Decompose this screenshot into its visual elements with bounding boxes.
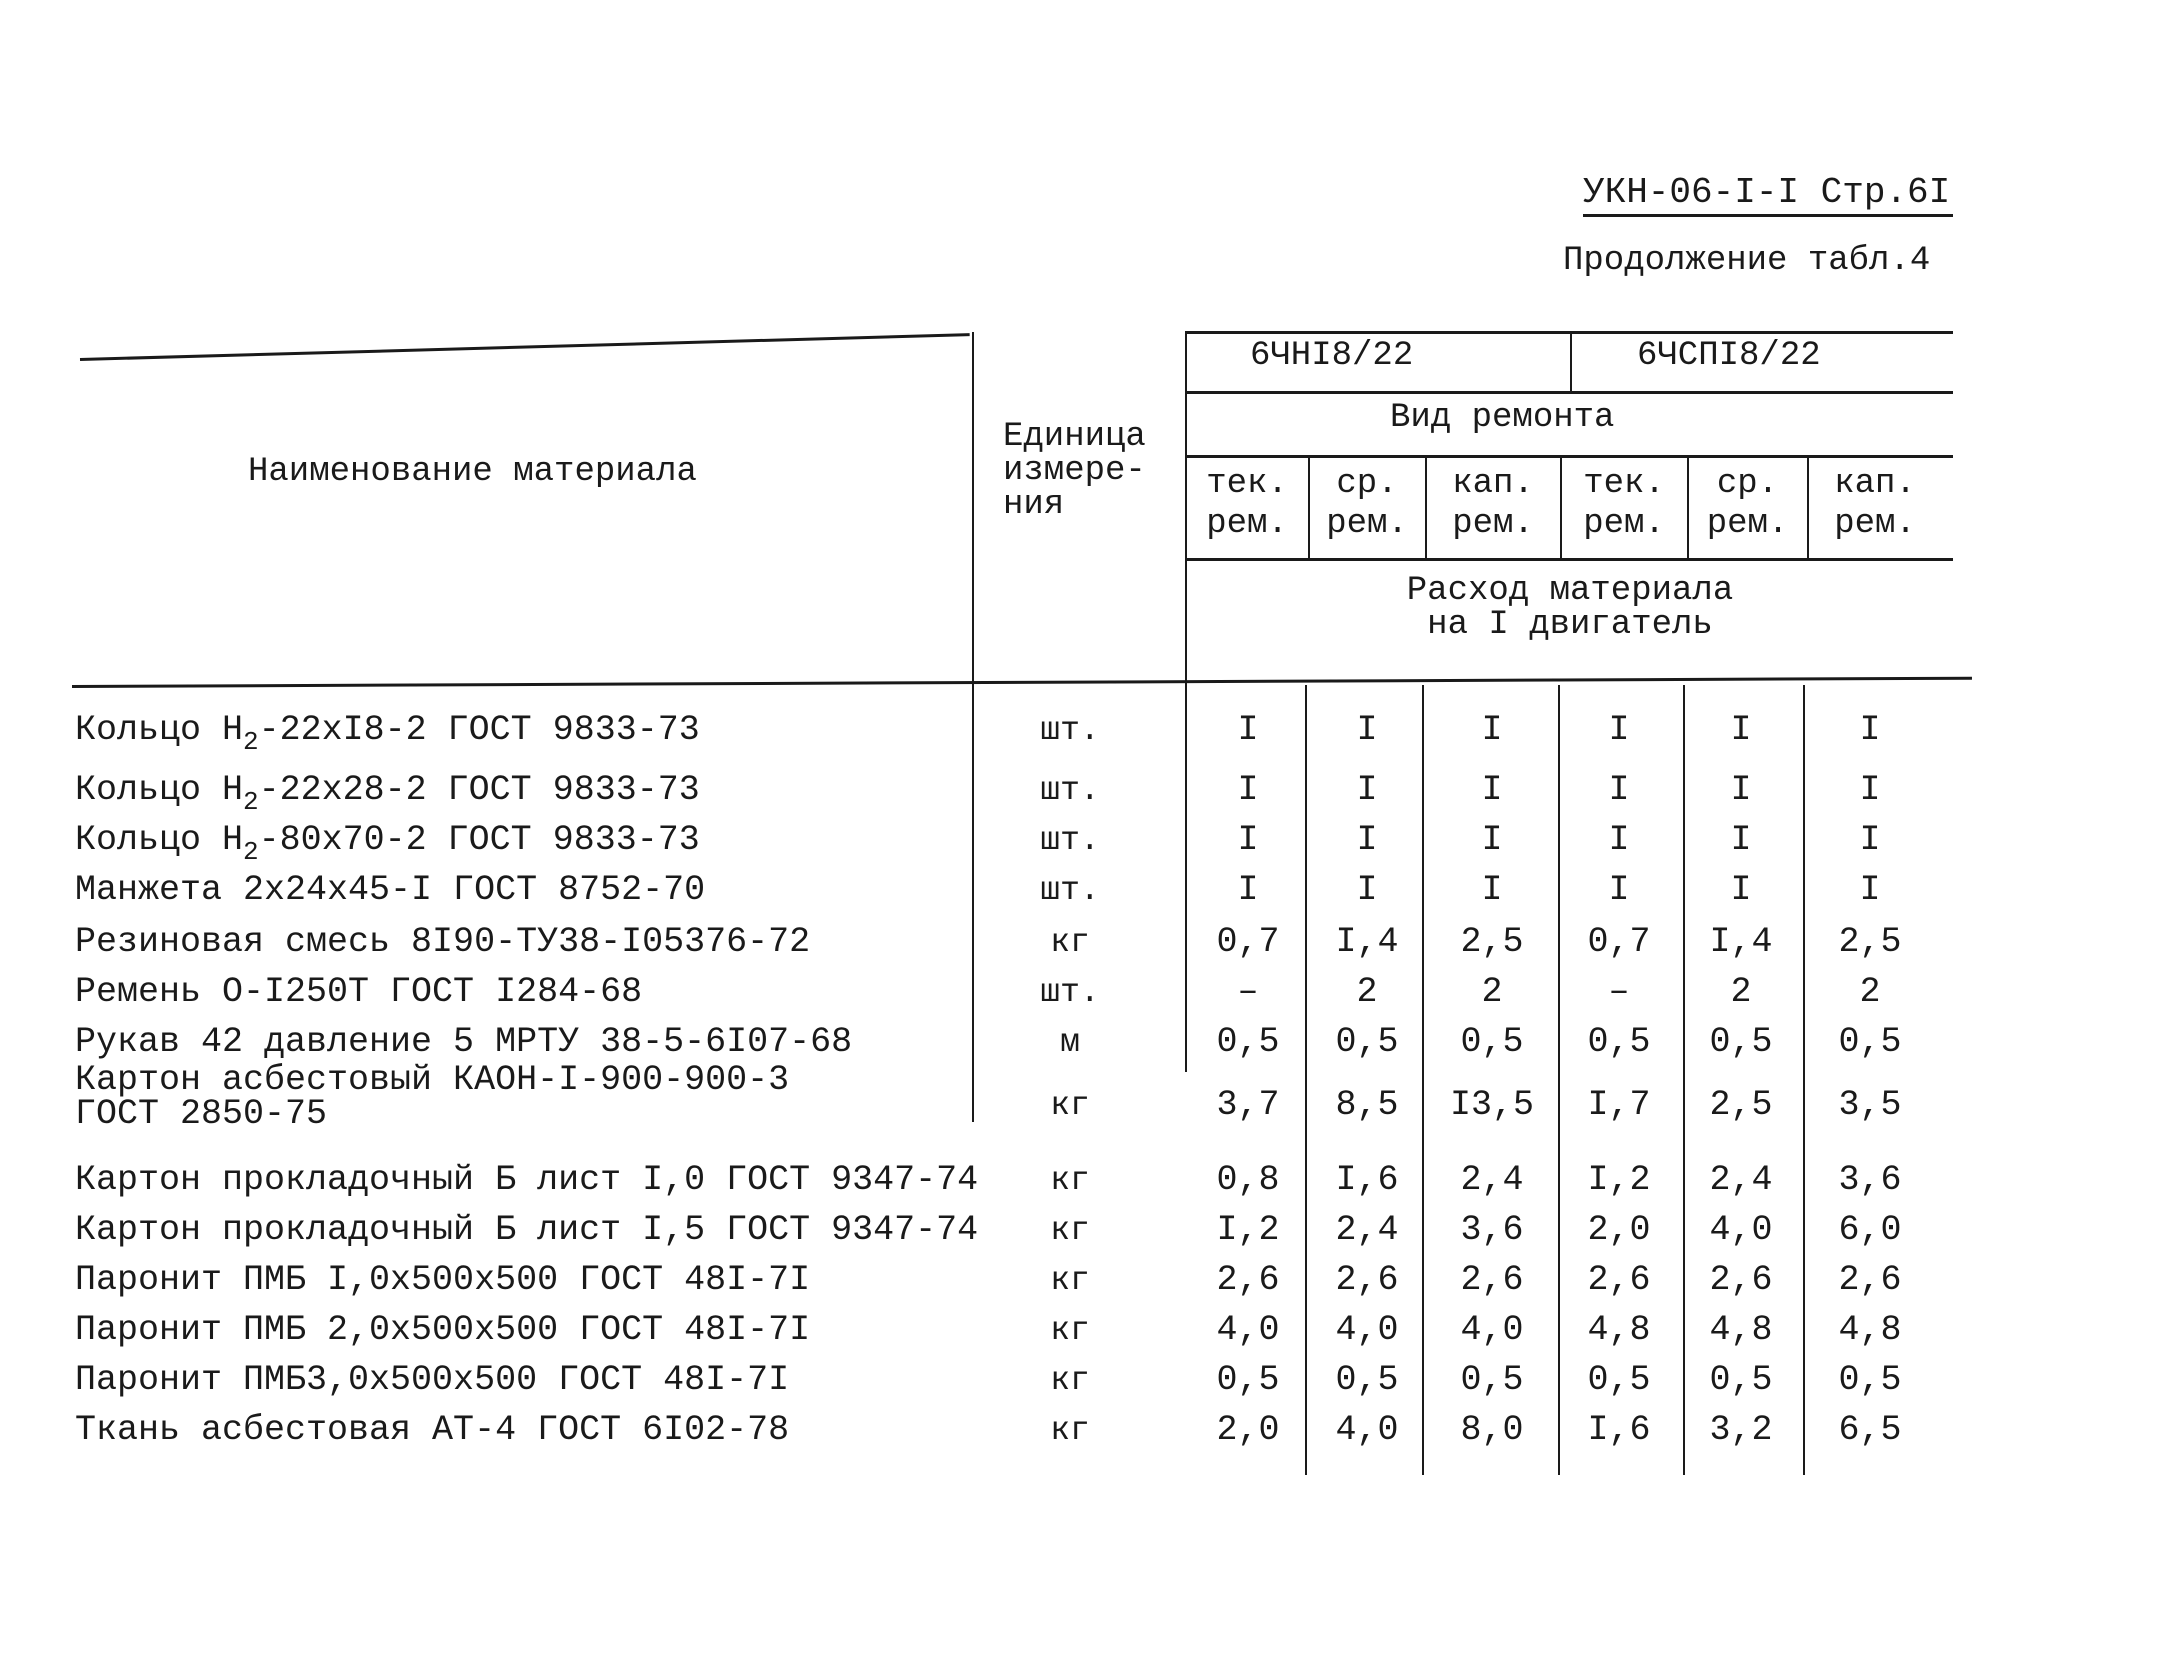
- value-cell: 2: [1481, 972, 1503, 1012]
- unit-cell: кг: [1050, 1262, 1090, 1299]
- value-cell: 3,5: [1838, 1085, 1902, 1125]
- table-top-rule-left: [80, 333, 970, 361]
- value-cell: I3,5: [1449, 1085, 1534, 1125]
- value-cell: 3,6: [1838, 1160, 1902, 1200]
- material-name-cell: Кольцо $Н_2-22хI8-2$ ГОСТ 9833-73: [75, 710, 700, 757]
- value-cell: 4,0: [1216, 1310, 1280, 1350]
- value-cell: I: [1237, 820, 1259, 860]
- value-cell: 2,4: [1335, 1210, 1399, 1250]
- material-name-cell: Ремень О-I250Т ГОСТ I284-68: [75, 972, 643, 1012]
- unit-cell: кг: [1050, 1412, 1090, 1449]
- value-cell: 2,4: [1460, 1160, 1524, 1200]
- consumption-header: Расход материала на I двигатель: [1406, 572, 1734, 644]
- value-cell: 2: [1356, 972, 1378, 1012]
- value-cell: 2,5: [1709, 1085, 1773, 1125]
- value-cell: 0,5: [1460, 1022, 1524, 1062]
- value-cell: 0,7: [1216, 922, 1280, 962]
- value-cell: 2,5: [1460, 922, 1524, 962]
- material-name-cell: Картон асбестовый КАОН-I-900-900-3 ГОСТ 2850-75: [75, 1060, 790, 1134]
- data-col-divider-4: [1683, 685, 1685, 1475]
- value-cell: 3,2: [1709, 1410, 1773, 1450]
- unit-cell: шт.: [1040, 822, 1100, 859]
- value-cell: 2,6: [1216, 1260, 1280, 1300]
- unit-cell: кг: [1050, 1162, 1090, 1199]
- col-header-5: ср. рем.: [1706, 465, 1789, 543]
- table-continuation-label: Продолжение табл.4: [1563, 242, 1931, 280]
- value-cell: I: [1730, 870, 1752, 910]
- value-cell: I: [1608, 870, 1630, 910]
- value-cell: 6,5: [1838, 1410, 1902, 1450]
- material-name-cell: Кольцо $Н_2-22х28-2$ ГОСТ 9833-73: [75, 770, 700, 817]
- value-cell: 0,5: [1587, 1022, 1651, 1062]
- value-cell: I: [1481, 710, 1503, 750]
- value-cell: 0,5: [1709, 1360, 1773, 1400]
- material-name-cell: Кольцо $Н_2-80х70-2$ ГОСТ 9833-73: [75, 820, 700, 867]
- value-cell: 4,8: [1709, 1310, 1773, 1350]
- value-cell: 0,5: [1216, 1022, 1280, 1062]
- value-cell: I: [1481, 770, 1503, 810]
- value-cell: I,6: [1335, 1160, 1399, 1200]
- value-cell: I,2: [1587, 1160, 1651, 1200]
- value-cell: I: [1730, 710, 1752, 750]
- value-cell: I: [1356, 870, 1378, 910]
- value-cell: I: [1608, 820, 1630, 860]
- engine-1-header: 6ЧНI8/22: [1250, 337, 1414, 375]
- value-cell: I,7: [1587, 1085, 1651, 1125]
- col-header-6: кап. рем.: [1834, 465, 1916, 543]
- material-name-cell: Рукав 42 давление 5 МРТУ 38-5-6I07-68: [75, 1022, 853, 1062]
- unit-cell: кг: [1050, 1087, 1090, 1124]
- unit-cell: кг: [1050, 1362, 1090, 1399]
- value-cell: I: [1608, 710, 1630, 750]
- material-name-cell: Паронит ПМБ 2,0х500х500 ГОСТ 48I-7I: [75, 1310, 811, 1350]
- value-cell: 6,0: [1838, 1210, 1902, 1250]
- value-cell: 0,5: [1587, 1360, 1651, 1400]
- value-cell: I: [1237, 770, 1259, 810]
- value-cell: I: [1859, 710, 1881, 750]
- value-cell: I: [1356, 770, 1378, 810]
- col-header-3: кап. рем.: [1452, 465, 1534, 543]
- unit-cell: кг: [1050, 1312, 1090, 1349]
- material-name-cell: Манжета 2х24х45-I ГОСТ 8752-70: [75, 870, 706, 910]
- unit-cell: кг: [1050, 1212, 1090, 1249]
- unit-cell: шт.: [1040, 772, 1100, 809]
- engine-2-header: 6ЧСПI8/22: [1637, 337, 1821, 375]
- unit-cell: м: [1060, 1024, 1080, 1061]
- unit-cell: шт.: [1040, 974, 1100, 1011]
- value-cell: 0,8: [1216, 1160, 1280, 1200]
- unit-cell: шт.: [1040, 872, 1100, 909]
- data-col-divider-1: [1305, 685, 1307, 1475]
- value-cell: 0,5: [1838, 1022, 1902, 1062]
- material-name-cell: Картон прокладочный Б лист I,0 ГОСТ 9347-74: [75, 1160, 979, 1200]
- value-cell: –: [1608, 972, 1630, 1012]
- value-cell: 4,8: [1838, 1310, 1902, 1350]
- value-cell: 2,4: [1709, 1160, 1773, 1200]
- value-cell: 0,5: [1216, 1360, 1280, 1400]
- col-header-1: тек. рем.: [1206, 465, 1288, 543]
- unit-values-divider: [1185, 332, 1187, 1072]
- value-cell: I,2: [1216, 1210, 1280, 1250]
- value-cell: I: [1356, 820, 1378, 860]
- value-cell: I: [1608, 770, 1630, 810]
- name-unit-divider: [972, 332, 974, 1122]
- value-cell: 4,8: [1587, 1310, 1651, 1350]
- value-cell: 2,6: [1460, 1260, 1524, 1300]
- header-bottom-rule: [72, 677, 1972, 688]
- value-cell: 0,5: [1460, 1360, 1524, 1400]
- unit-header: Единица измере- ния: [1003, 418, 1146, 524]
- document-code-underline: [1583, 214, 1953, 217]
- value-cell: I,4: [1335, 922, 1399, 962]
- value-cell: 0,5: [1838, 1360, 1902, 1400]
- data-col-divider-5: [1803, 685, 1805, 1475]
- engine-divider: [1570, 332, 1572, 394]
- value-cell: 2,6: [1838, 1260, 1902, 1300]
- value-cell: 0,5: [1335, 1022, 1399, 1062]
- table-top-rule-right: [1185, 331, 1953, 334]
- value-cell: I: [1356, 710, 1378, 750]
- value-cell: 8,0: [1460, 1410, 1524, 1450]
- repair-type-rule: [1185, 455, 1953, 458]
- value-cell: I: [1859, 770, 1881, 810]
- value-cell: 0,5: [1335, 1360, 1399, 1400]
- material-name-cell: Паронит ПМБ I,0х500х500 ГОСТ 48I-7I: [75, 1260, 811, 1300]
- material-name-cell: Ткань асбестовая АТ-4 ГОСТ 6I02-78: [75, 1410, 790, 1450]
- unit-cell: шт.: [1040, 712, 1100, 749]
- value-cell: 3,6: [1460, 1210, 1524, 1250]
- value-cell: 2,0: [1216, 1410, 1280, 1450]
- value-cell: 4,0: [1709, 1210, 1773, 1250]
- value-cell: –: [1237, 972, 1259, 1012]
- value-cell: 8,5: [1335, 1085, 1399, 1125]
- engine-header-rule: [1185, 391, 1953, 394]
- unit-cell: кг: [1050, 924, 1090, 961]
- col-header-2: ср. рем.: [1326, 465, 1408, 543]
- value-cell: 2,5: [1838, 922, 1902, 962]
- value-cell: I: [1481, 820, 1503, 860]
- value-cell: I: [1859, 870, 1881, 910]
- value-cell: 3,7: [1216, 1085, 1280, 1125]
- value-cell: 2,6: [1709, 1260, 1773, 1300]
- value-cell: 0,7: [1587, 922, 1651, 962]
- value-cell: 2,6: [1335, 1260, 1399, 1300]
- value-cell: 4,0: [1460, 1310, 1524, 1350]
- value-cell: I: [1237, 710, 1259, 750]
- repair-columns-rule: [1185, 558, 1953, 561]
- material-name-cell: Резиновая смесь 8I90-ТУ38-I05376-72: [75, 922, 811, 962]
- value-cell: I: [1237, 870, 1259, 910]
- value-cell: 2: [1859, 972, 1881, 1012]
- material-name-header: Наименование материала: [248, 453, 697, 491]
- value-cell: 4,0: [1335, 1310, 1399, 1350]
- repair-type-header: Вид ремонта: [1390, 399, 1615, 437]
- value-cell: 2,0: [1587, 1210, 1651, 1250]
- value-cell: I: [1481, 870, 1503, 910]
- value-cell: I,6: [1587, 1410, 1651, 1450]
- document-code: УКН-06-I-I Стр.6I: [1583, 172, 1951, 213]
- value-cell: I,4: [1709, 922, 1773, 962]
- material-name-cell: Картон прокладочный Б лист I,5 ГОСТ 9347-74: [75, 1210, 979, 1250]
- data-col-divider-2: [1422, 685, 1424, 1475]
- value-cell: I: [1730, 770, 1752, 810]
- value-cell: 4,0: [1335, 1410, 1399, 1450]
- data-col-divider-3: [1558, 685, 1560, 1475]
- value-cell: 0,5: [1709, 1022, 1773, 1062]
- value-cell: I: [1730, 820, 1752, 860]
- col-header-4: тек. рем.: [1583, 465, 1665, 543]
- material-name-cell: Паронит ПМБ3,0х500х500 ГОСТ 48I-7I: [75, 1360, 790, 1400]
- value-cell: I: [1859, 820, 1881, 860]
- value-cell: 2: [1730, 972, 1752, 1012]
- value-cell: 2,6: [1587, 1260, 1651, 1300]
